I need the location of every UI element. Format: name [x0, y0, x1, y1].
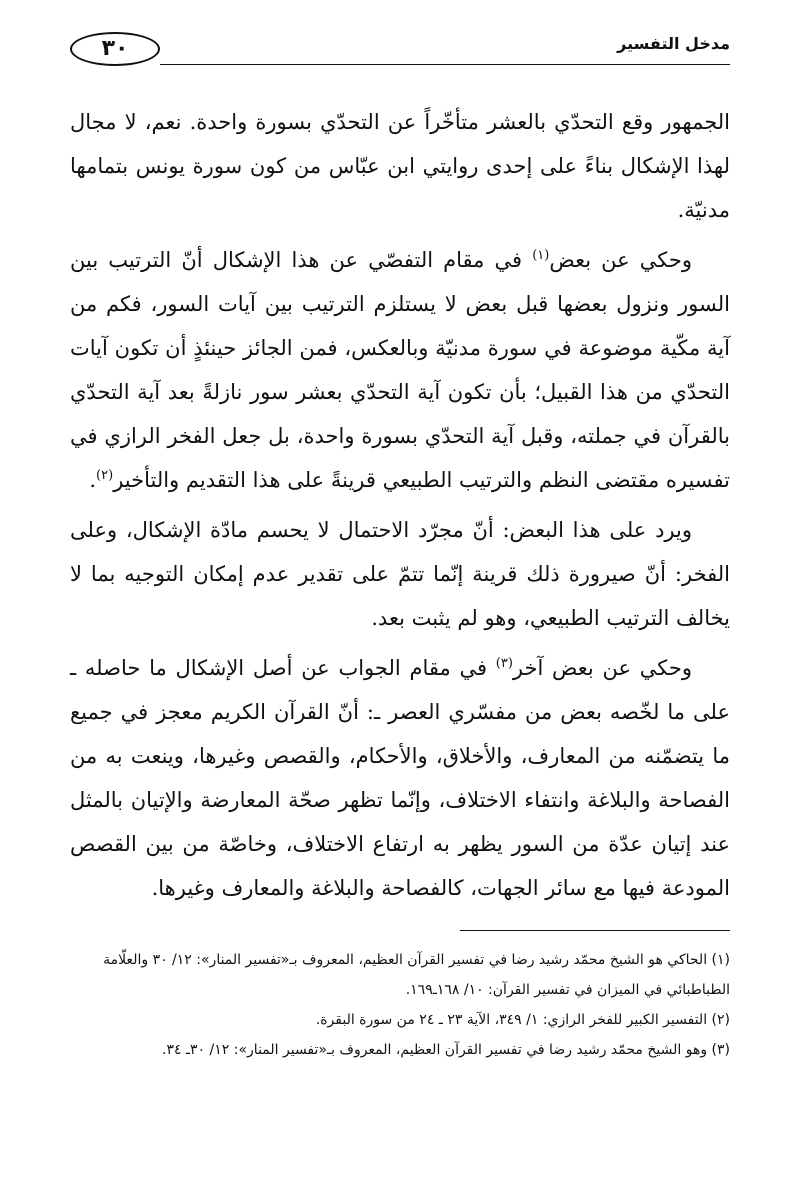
- paragraph-2-text: وحكي عن بعض: [549, 248, 693, 272]
- footnote-ref-3[interactable]: (٣): [495, 656, 513, 671]
- main-text: [70, 100, 730, 916]
- footnote-ref-1[interactable]: (١): [532, 248, 550, 263]
- footnote-1: (١) الحاكي هو الشيخ محمّد رشيد رضا في تفسير القرآن العظيم، المعروف بـ«تفسير المنار»: ١٢/ ٣٠ والعلّامة الطباطبائي في الميزان في تفسير القرآن: ١٠/ ١٦٨ـ١٦٩.: [103, 952, 730, 998]
- paragraph-2-end: .: [89, 468, 97, 492]
- page-number: ٣٠: [70, 32, 160, 66]
- running-title: مدخل التفسير: [617, 34, 730, 53]
- page-header: [70, 28, 730, 74]
- footnotes: [60, 945, 730, 1065]
- paragraph-4: [70, 646, 730, 910]
- header-rule: [160, 64, 730, 65]
- footnote-ref-2[interactable]: (٢): [96, 468, 114, 483]
- paragraph-2-text-cont: في مقام التفصّي عن هذا الإشكال أنّ الترتيب بين السور ونزول بعضها قبل بعض لا يستلزم الترتيب بين آيات السور، فكم من آية مكّية موضوعة في سورة مدنيّة وبالعكس، فمن الجائز حينئذٍ أن تكون آيات التحدّي من هذا القبيل؛ بأن تكون آية التحدّي بعشر سور نازلةً بعد آية التحدّي بالقرآن في جملته، وقبل آية التحدّي بسورة واحدة، بل جعل الفخر الرازي في تفسيره مقتضى النظم والترتيب الطبيعي قرينةً على هذا التقديم والتأخير: [70, 248, 730, 492]
- paragraph-1: الجمهور وقع التحدّي بالعشر متأخّراً عن التحدّي بسورة واحدة. نعم، لا مجال لهذا الإشكال بناءً على إحدى روايتي ابن عبّاس من كون سورة يونس بتمامها مدنيّة.: [70, 110, 730, 222]
- footnote-separator: [460, 930, 730, 931]
- paragraph-3: ويرد على هذا البعض: أنّ مجرّد الاحتمال لا يحسم مادّة الإشكال، وعلى الفخر: أنّ صيرورة ذلك قرينة إنّما تتمّ على تقدير عدم إمكان التوجيه بما لا يخالف الترتيب الطبيعي، وهو لم يثبت بعد.: [70, 518, 730, 630]
- paragraph-2: [70, 238, 730, 502]
- footnote-2: (٢) التفسير الكبير للفخر الرازي: ١/ ٣٤٩، الآية ٢٣ ـ ٢٤ من سورة البقرة.: [315, 1012, 730, 1028]
- paragraph-4-text: وحكي عن بعض آخر: [512, 656, 692, 680]
- footnote-3: (٣) وهو الشيخ محمّد رشيد رضا في تفسير القرآن العظيم، المعروف بـ«تفسير المنار»: ١٢/ ٣٠ـ ٣٤.: [161, 1042, 730, 1058]
- paragraph-4-text-cont: في مقام الجواب عن أصل الإشكال ما حاصله ـ على ما لخّصه بعض من مفسّري العصر ـ: أنّ القرآن الكريم معجز في جميع ما يتضمّنه من المعارف، والأخلاق، والأحكام، والقصص وغيرها، وينعت به من الفصاحة والبلاغة وانتفاء الاختلاف، وإنّما تظهر صحّة المعارضة والإتيان بالمثل عند إتيان عدّة من السور يظهر به ارتفاع الاختلاف، وخاصّة من بين القصص المودعة فيها مع سائر الجهات، كالفصاحة والبلاغة والمعارف وغيرها.: [70, 656, 730, 900]
